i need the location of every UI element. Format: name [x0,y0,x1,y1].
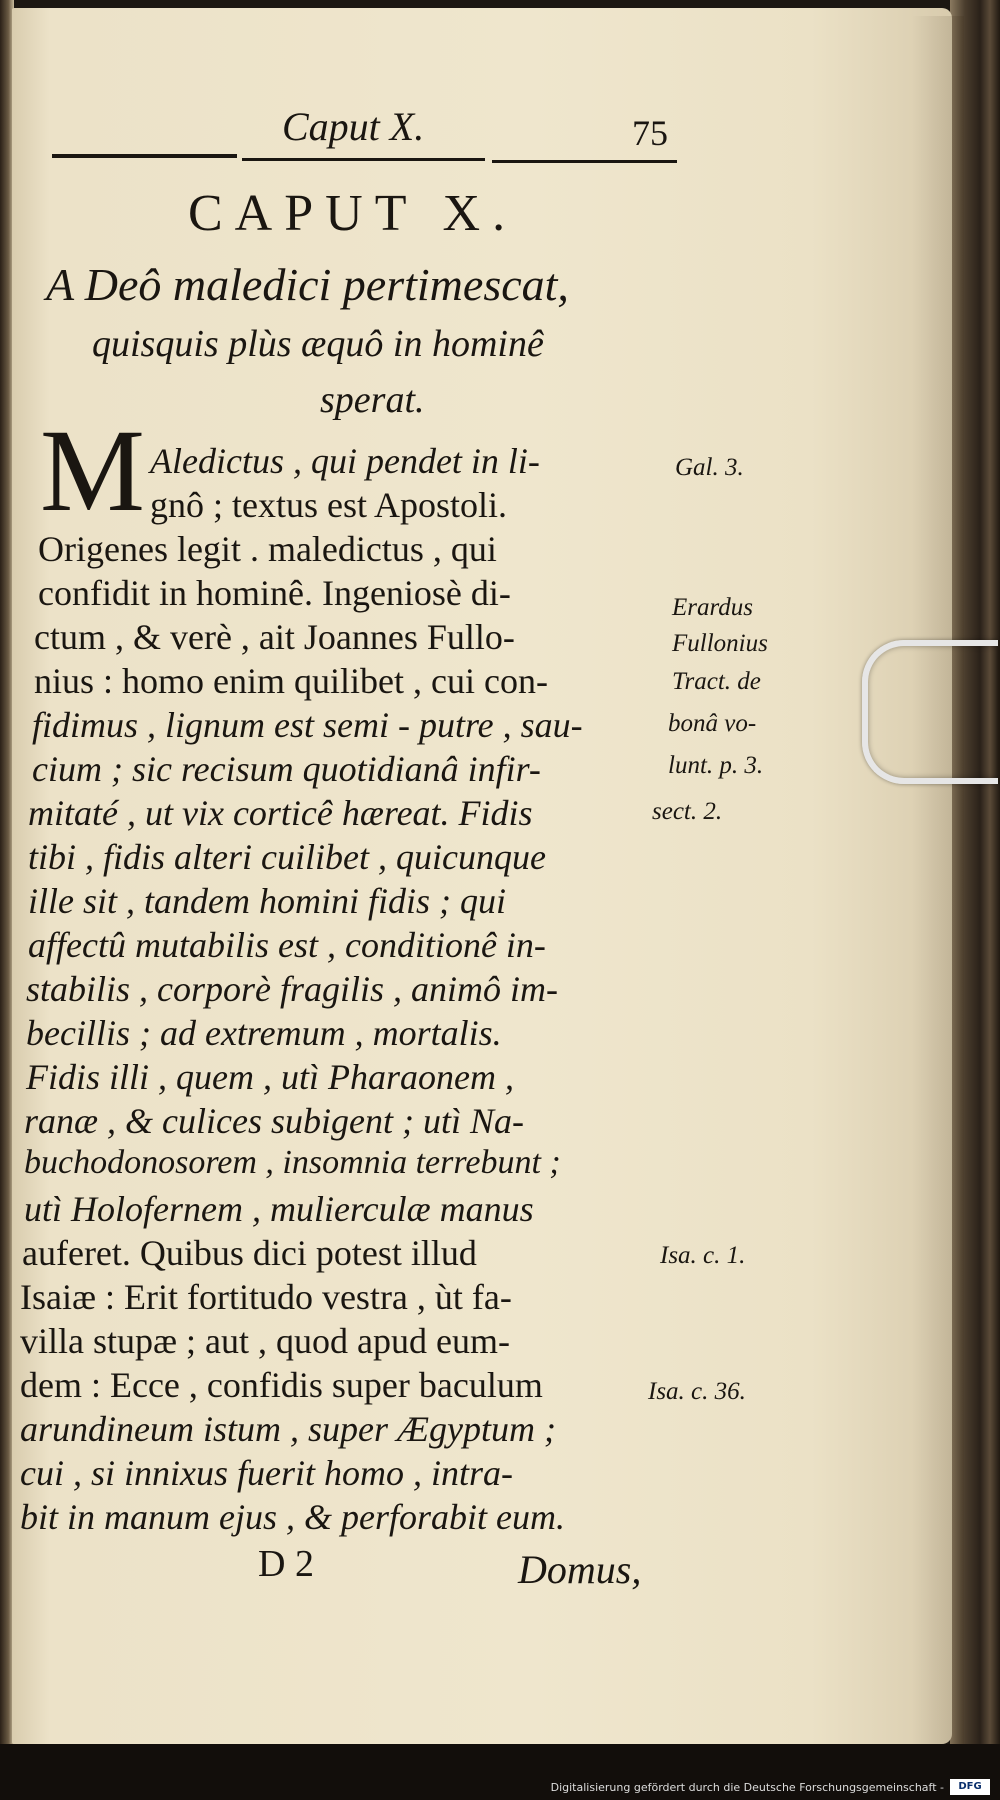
marginal-note: lunt. p. 3. [668,752,764,779]
header-rule-right [492,160,677,163]
page-number: 75 [632,113,668,153]
body-line: ctum , & verè , ait Joannes Fullo- [34,617,515,657]
marginal-note: Isa. c. 36. [648,1378,746,1405]
body-line: ranæ , & culices subigent ; utì Na- [24,1101,524,1141]
body-line: arundineum istum , super Ægyptum ; [20,1409,556,1449]
signature-mark: D 2 [258,1543,314,1585]
body-line: ille sit , tandem homini fidis ; qui [28,881,506,921]
marginal-note: Fullonius [672,630,768,657]
chapter-title-line: sperat. [320,379,425,421]
body-line: villa stupæ ; aut , quod apud eum- [20,1321,510,1361]
body-line: buchodonosorem , insomnia terrebunt ; [24,1144,561,1181]
header-rule-left [52,154,237,158]
body-line: affectû mutabilis est , conditionê in- [28,925,546,965]
body-line: tibi , fidis alteri cuilibet , quicunque [28,837,546,877]
body-line: Isaiæ : Erit fortitudo vestra , ùt fa- [20,1277,512,1317]
body-line: mitaté , ut vix corticê hæreat. Fidis [28,793,533,833]
chapter-heading: CAPUT X. [188,185,518,242]
body-line: Origenes legit . maledictus , qui [38,529,497,569]
header-rule-middle [242,158,485,161]
body-line: utì Holofernem , mulierculæ manus [24,1189,534,1229]
body-line: Fidis illi , quem , utì Pharaonem , [26,1057,514,1097]
body-line: confidit in hominê. Ingeniosè di- [38,573,511,613]
catchword: Domus, [518,1547,642,1592]
body-line: stabilis , corporè fragilis , animô im- [26,969,559,1009]
footer-credit: Digitalisierung gefördert durch die Deutsche Forschungsgemeinschaft - [550,1781,944,1794]
chapter-title-line: A Deô maledici pertimescat, [46,259,569,310]
body-line: dem : Ecce , confidis super baculum [20,1365,543,1405]
body-line: auferet. Quibus dici potest illud [22,1233,477,1273]
body-line: bit in manum ejus , & perforabit eum. [20,1497,565,1537]
body-line: cium ; sic recisum quotidianâ infir- [32,749,541,789]
body-line: Aledictus , qui pendet in li- [150,441,540,481]
marginal-note: sect. 2. [652,798,723,825]
marginal-note: bonâ vo- [668,710,757,737]
marginal-note: Erardus [672,594,754,621]
drop-cap: M [40,405,145,536]
chapter-title-line: quisquis plùs æquô in hominê [92,323,544,365]
marginal-note: Tract. de [672,668,761,695]
book-page [12,8,952,1744]
bookmark-clip [862,640,998,784]
body-line: gnô ; textus est Apostoli. [150,485,508,525]
marginal-note: Gal. 3. [675,454,744,481]
body-line: cui , si innixus fuerit homo , intra- [20,1453,513,1493]
page-curve-shadow [912,16,964,1752]
marginal-note: Isa. c. 1. [660,1242,746,1269]
body-line: becillis ; ad extremum , mortalis. [26,1013,502,1053]
running-head-title: Caput X. [282,104,425,149]
body-line: nius : homo enim quilibet , cui con- [34,661,548,701]
body-line: fidimus , lignum est semi - putre , sau- [32,705,583,745]
dfg-logo: DFG [950,1779,990,1795]
